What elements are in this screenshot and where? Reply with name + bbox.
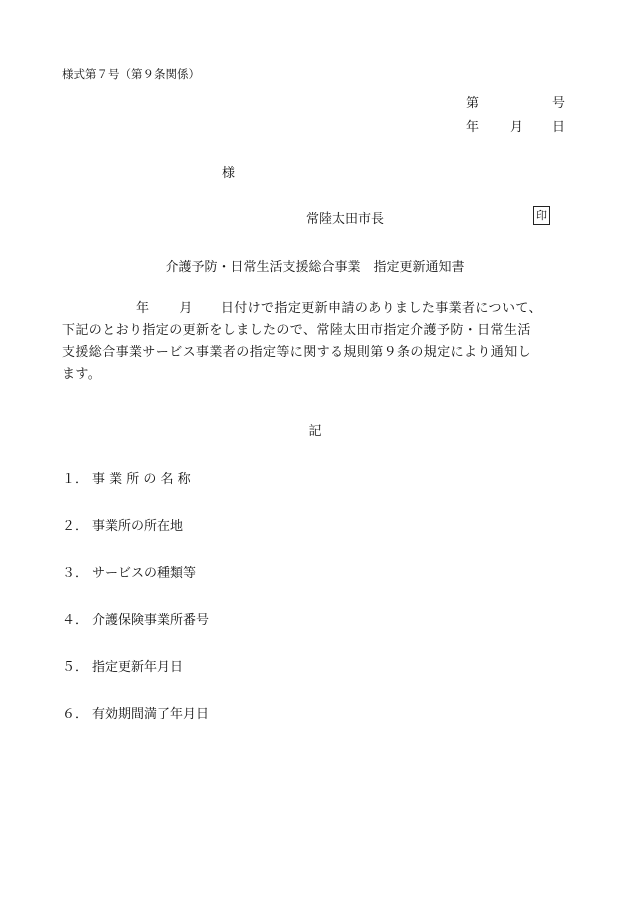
- item-number: ６．: [62, 707, 89, 722]
- item-label: 指定更新年月日: [92, 660, 184, 675]
- list-item: [62, 468, 191, 487]
- item-label: サービスの種類等: [92, 566, 197, 581]
- item-number: ４．: [62, 613, 89, 628]
- list-item: [62, 703, 209, 722]
- body-line-2: 下記のとおり指定の更新をしましたので、常陸太田市指定介護予防・日常生活: [62, 323, 531, 338]
- seal-mark: 印: [533, 206, 550, 225]
- item-label: 有効期間満了年月日: [92, 707, 210, 722]
- body-line-1: [62, 298, 582, 320]
- item-number: ３．: [62, 566, 89, 581]
- list-item: [62, 609, 209, 628]
- item-number: ２．: [62, 519, 89, 534]
- body-month: 月: [179, 301, 193, 316]
- item-label: 事 業 所 の 名 称: [92, 472, 191, 487]
- date-month: 月: [510, 120, 524, 135]
- number-suffix: 号: [552, 96, 566, 111]
- item-label: 介護保険事業所番号: [92, 613, 210, 628]
- document-title: 介護予防・日常生活支援総合事業 指定更新通知書: [165, 260, 465, 275]
- body-line1-rest: 日付けで指定更新申請のありました事業者について、: [220, 301, 542, 316]
- sender-name: 常陸太田市長: [306, 212, 385, 227]
- body-year: 年: [136, 301, 150, 316]
- date-day: 日: [552, 120, 566, 135]
- number-prefix: 第: [466, 96, 480, 111]
- body-line-4: ます。: [62, 367, 102, 382]
- form-number: 様式第７号（第９条関係）: [62, 67, 200, 81]
- body-paragraph: [62, 298, 582, 386]
- item-number: ５．: [62, 660, 89, 675]
- body-line-3: 支援総合事業サービス事業者の指定等に関する規則第９条の規定により通知し: [62, 345, 532, 360]
- date-year: 年: [466, 120, 480, 135]
- item-label: 事業所の所在地: [92, 519, 184, 534]
- list-item: [62, 656, 183, 675]
- ki-heading: 記: [308, 424, 322, 439]
- item-number: １．: [62, 472, 89, 487]
- list-item: [62, 562, 196, 581]
- list-item: [62, 515, 183, 534]
- addressee-honorific: 様: [222, 166, 236, 181]
